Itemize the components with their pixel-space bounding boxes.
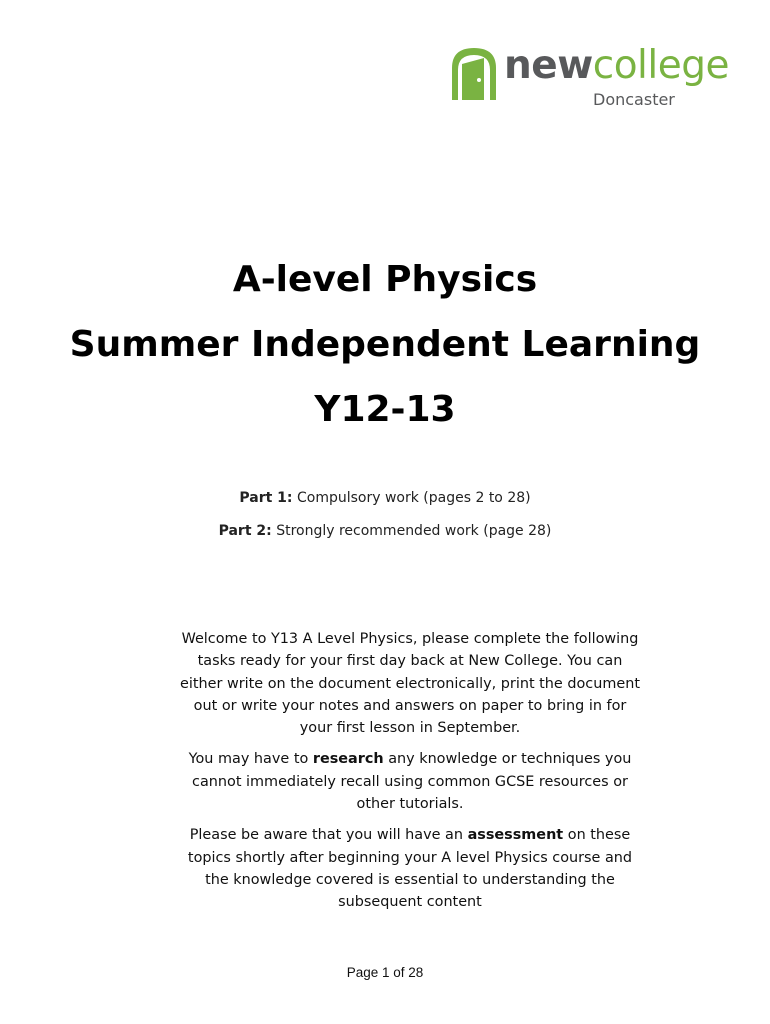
part-2-label: Part 2:: [218, 523, 272, 539]
assessment-paragraph: Please be aware that you will have an assessment on these topics shortly after beginning your A level Physics course and the knowledge covered is essential to understanding the subsequent content: [187, 827, 633, 911]
welcome-text: [180, 628, 640, 923]
door-arch-icon: [448, 44, 500, 100]
part-2: [0, 520, 770, 553]
logo-word-new: new: [504, 43, 593, 88]
college-logo: [448, 40, 738, 115]
part-1: [0, 487, 770, 520]
logo-word-college: college: [592, 43, 729, 88]
document-title: [0, 252, 770, 447]
logo-wordmark: [504, 43, 729, 88]
title-line-3: Y12-13: [314, 389, 456, 430]
page-number: Page 1 of 28: [346, 965, 424, 980]
research-emphasis: research: [312, 751, 384, 768]
title-line-1: A-level Physics: [232, 259, 538, 300]
assessment-emphasis: assessment: [467, 827, 564, 844]
welcome-paragraph: Welcome to Y13 A Level Physics, please complete the following tasks ready for your first day back at New College. You can either write on the document electronically, print the document out or write your notes and answers on paper to bring in for your first lesson in September.: [180, 631, 640, 737]
parts-list: [0, 487, 770, 553]
part-2-text: Strongly recommended work (page 28): [271, 523, 552, 539]
title-line-2: Summer Independent Learning: [69, 324, 701, 365]
part-1-text: Compulsory work (pages 2 to 28): [292, 490, 531, 506]
research-paragraph: You may have to research any knowledge or techniques you cannot immediately recall using common GCSE resources or other tutorials.: [188, 751, 632, 813]
logo-location: Doncaster: [593, 90, 675, 109]
part-1-label: Part 1:: [239, 490, 293, 506]
